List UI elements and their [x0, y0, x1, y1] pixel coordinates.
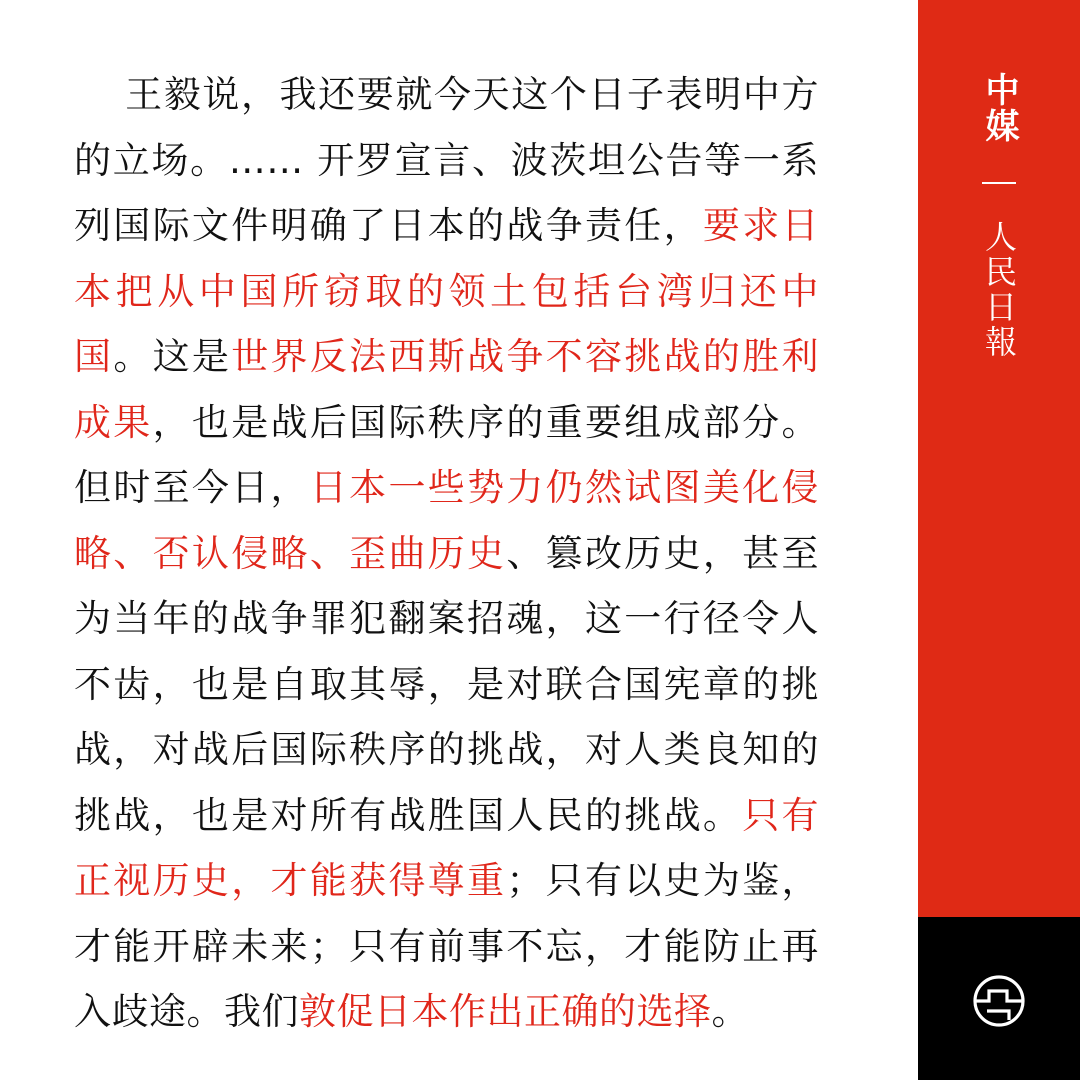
article-body — [74, 62, 819, 1045]
highlighted-segment: 敦促日本作出正确的选择 — [299, 990, 712, 1033]
footer-block — [918, 917, 1080, 1080]
brand-main-title: 中媒 — [979, 72, 1019, 144]
article-segment: 。 — [711, 990, 749, 1033]
article-segment: ；只有以史为鉴，才能开辟未来；只有前事不忘，才能防止再入歧途。我们 — [74, 859, 820, 1033]
brand-subtitle: 人民日報 — [980, 220, 1018, 360]
brand-sidebar — [918, 0, 1080, 917]
highlighted-segment: 要求日本把从中国所窃取的领土包括台湾归还中国 — [74, 204, 820, 378]
highlighted-segment: 日本一些势力仍然试图美化侵略、否认侵略、歪曲历史 — [74, 466, 820, 575]
highlighted-segment: 只有正视历史，才能获得尊重 — [74, 793, 820, 902]
brand-block — [918, 72, 1080, 360]
article-segment: 王毅说，我还要就今天这个日子表明中方的立场。…… 开罗宣言、波茨坦公告等一系列国际文件明确了日本的战争责任， — [74, 73, 819, 247]
article-segment: 。这是 — [113, 335, 232, 378]
brand-separator — [982, 182, 1016, 184]
highlighted-segment: 世界反法西斯战争不容挑战的胜利成果 — [74, 335, 820, 444]
article-segment: 、篡改历史，甚至为当年的战争罪犯翻案招魂，这一行径令人不齿，也是自取其辱，是对联合国宪章的挑战，对战后国际秩序的挑战，对人类良知的挑战，也是对所有战胜国人民的挑战。 — [74, 531, 820, 837]
article-segment: ，也是战后国际秩序的重要组成部分。但时至今日， — [74, 400, 820, 509]
circle-logo-icon — [972, 974, 1026, 1028]
